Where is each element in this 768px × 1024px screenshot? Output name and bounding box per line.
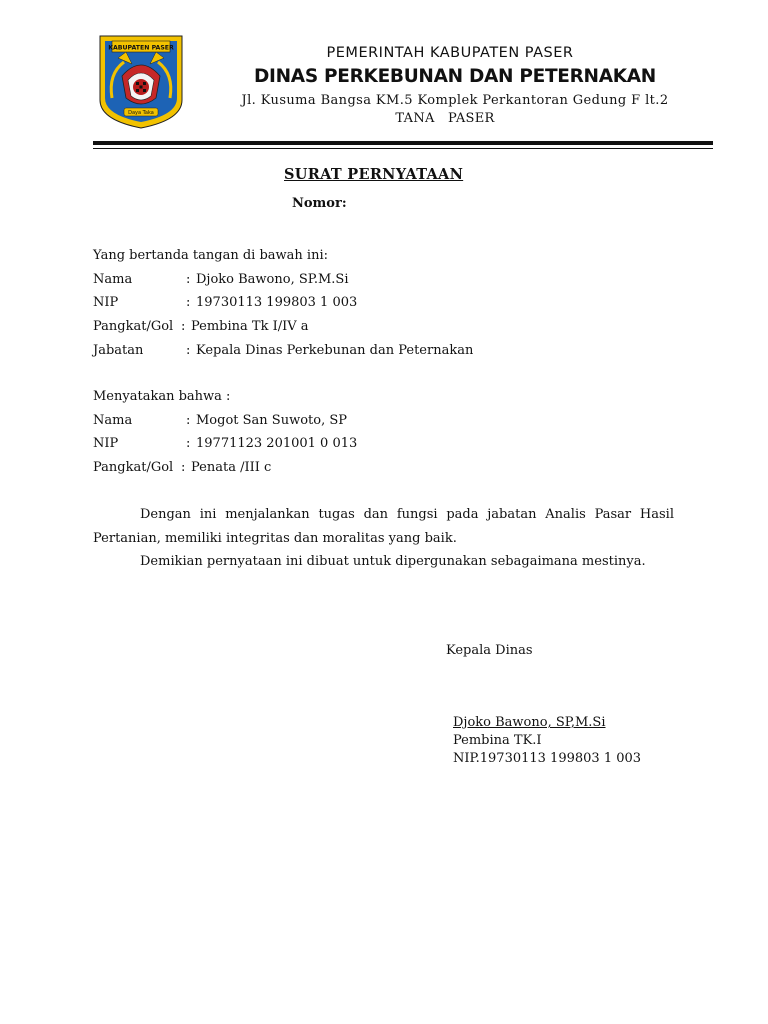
field-separator: : bbox=[186, 436, 191, 451]
signer-nip-label: NIP bbox=[93, 295, 119, 310]
signer-name-label: Nama bbox=[93, 272, 133, 287]
field-separator: : bbox=[181, 319, 186, 334]
document-title: SURAT PERNYATAAN bbox=[284, 166, 464, 183]
field-separator: : bbox=[186, 272, 191, 287]
field-separator: : bbox=[186, 413, 191, 428]
signer-rank-label: Pangkat/Gol bbox=[93, 319, 174, 334]
signer-position-label: Jabatan bbox=[93, 343, 144, 358]
logo-banner-text: KABUPATEN PASER bbox=[108, 44, 174, 52]
closing-signer-rank: Pembina TK.I bbox=[453, 733, 542, 748]
letterhead-divider-thick bbox=[93, 141, 713, 145]
field-separator: : bbox=[186, 343, 191, 358]
document-number-label: Nomor: bbox=[292, 196, 347, 211]
declared-name-value: Mogot San Suwoto, SP bbox=[196, 413, 348, 428]
letterhead-divider-thin bbox=[93, 148, 713, 149]
signer-name-value: Djoko Bawono, SP.M.Si bbox=[196, 272, 349, 287]
declared-rank-value: Penata /III c bbox=[191, 460, 272, 475]
declared-nip-label: NIP bbox=[93, 436, 119, 451]
government-name: PEMERINTAH KABUPATEN PASER bbox=[326, 45, 574, 61]
declared-rank-label: Pangkat/Gol bbox=[93, 460, 174, 475]
agency-address: Jl. Kusuma Bangsa KM.5 Komplek Perkantoran Gedung F lt.2 bbox=[241, 93, 669, 108]
field-separator: : bbox=[186, 295, 191, 310]
closing-signer-nip: NIP.19730113 199803 1 003 bbox=[453, 751, 642, 766]
closing-position: Kepala Dinas bbox=[446, 643, 533, 658]
signer-rank-value: Pembina Tk I/IV a bbox=[191, 319, 309, 334]
body-paragraph-duty: Dengan ini menjalankan tugas dan fungsi pada jabatan Analis Pasar Hasil Pertanian, memiliki integritas dan moralitas yang baik. bbox=[93, 507, 674, 546]
body-paragraph-closing: Demikian pernyataan ini dibuat untuk dipergunakan sebagaimana mestinya. bbox=[140, 554, 646, 569]
agency-city: TANA PASER bbox=[395, 111, 495, 126]
closing-signer-name: Djoko Bawono, SP,M.Si bbox=[453, 715, 606, 730]
logo-motto-text: Daya Taka bbox=[128, 110, 154, 117]
declared-name-label: Nama bbox=[93, 413, 133, 428]
agency-name: DINAS PERKEBUNAN DAN PETERNAKAN bbox=[253, 66, 656, 87]
declared-nip-value: 19771123 201001 0 013 bbox=[196, 436, 358, 451]
signer-intro: Yang bertanda tangan di bawah ini: bbox=[93, 248, 328, 263]
declared-intro: Menyatakan bahwa : bbox=[93, 389, 231, 404]
field-separator: : bbox=[181, 460, 186, 475]
regency-logo bbox=[98, 34, 184, 130]
signer-position-value: Kepala Dinas Perkebunan dan Peternakan bbox=[196, 343, 474, 358]
kabupaten-paser-emblem-icon bbox=[98, 34, 184, 130]
signer-nip-value: 19730113 199803 1 003 bbox=[196, 295, 358, 310]
